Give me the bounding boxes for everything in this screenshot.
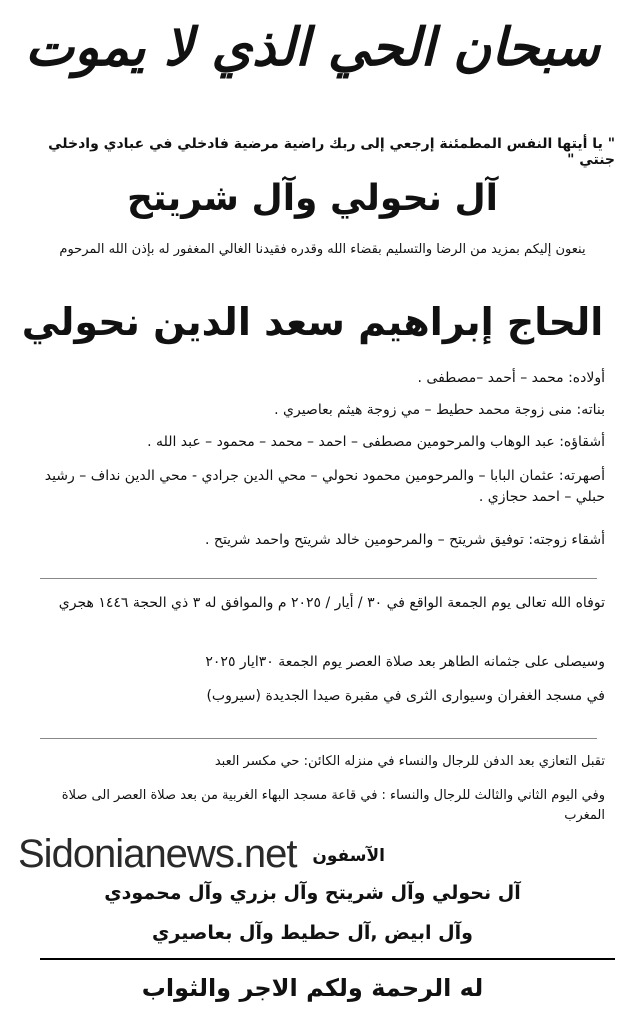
relatives-in-laws: أصهرته: عثمان البابا – والمرحومين محمود نحولي – محي الدين جرادي - محي الدين نداف – رشيد حبلي – احمد حجازي . (44, 468, 605, 505)
burial-info: في مسجد الغفران وسيوارى الثرى في مقبرة صيدا الجديدة (سيروب) (206, 688, 605, 704)
prayer-info: وسيصلى على جثمانه الطاهر بعد صلاة العصر يوم الجمعة ٣٠ايار ٢٠٢٥ (205, 654, 605, 670)
condolence-days-two-three: وفي اليوم الثاني والثالث للرجال والنساء : في قاعة مسجد البهاء الغربية من بعد صلاة العصر الى صلاة المغرب (61, 788, 605, 823)
divider-middle (40, 738, 597, 739)
site-watermark: Sidonianews.net (18, 832, 297, 876)
relatives-sons: أولاده: محمد – أحمد –مصطفى . (417, 370, 605, 386)
divider-bottom (40, 958, 615, 960)
divider-top (40, 578, 597, 579)
closing-prayer: له الرحمة ولكم الاجر والثواب (141, 974, 484, 1002)
condolence-first-day: تقبل التعازي بعد الدفن للرجال والنساء في منزله الكائن: حي مكسر العبد (214, 754, 605, 769)
relatives-daughters: بناته: منى زوجة محمد حطيط – مي زوجة هيثم بعاصيري . (274, 402, 605, 418)
intro-text: ينعون إليكم بمزيد من الرضا والتسليم بقضاء الله وقدره فقيدنا الغالي المغفور له بإذن الله المرحوم (59, 242, 586, 257)
calligraphy-header: سبحان الحي الذي لا يموت (25, 17, 600, 78)
quran-verse: " يا أيتها النفس المطمئنة إرجعي إلى ربك راضية مرضية فادخلي في عبادي وادخلي جنتي " (48, 136, 615, 168)
mourners-line-2: وآل ابيض ,آل حطيط وآل بعاصيري (152, 922, 473, 944)
relatives-brothers: أشقاؤه: عبد الوهاب والمرحومين مصطفى – احمد – محمد – محمود – عبد الله . (147, 434, 605, 450)
deceased-name: الحاج إبراهيم سعد الدين نحولي (21, 300, 604, 344)
mourners-title: الآسفون (312, 846, 385, 866)
mourners-line-1: آل نحولي وآل شريتح وآل بزري وآل محمودي (104, 882, 521, 904)
family-title: آل نحولي وآل شريتح (126, 178, 499, 219)
death-info: توفاه الله تعالى يوم الجمعة الواقع في ٣٠ / أيار / ٢٠٢٥ م والموافق له ٣ ذي الحجة ١٤٤٦ هجري (58, 595, 605, 611)
relatives-wife-brothers: أشقاء زوجته: توفيق شريتح – والمرحومين خالد شريتح واحمد شريتح . (205, 532, 605, 548)
